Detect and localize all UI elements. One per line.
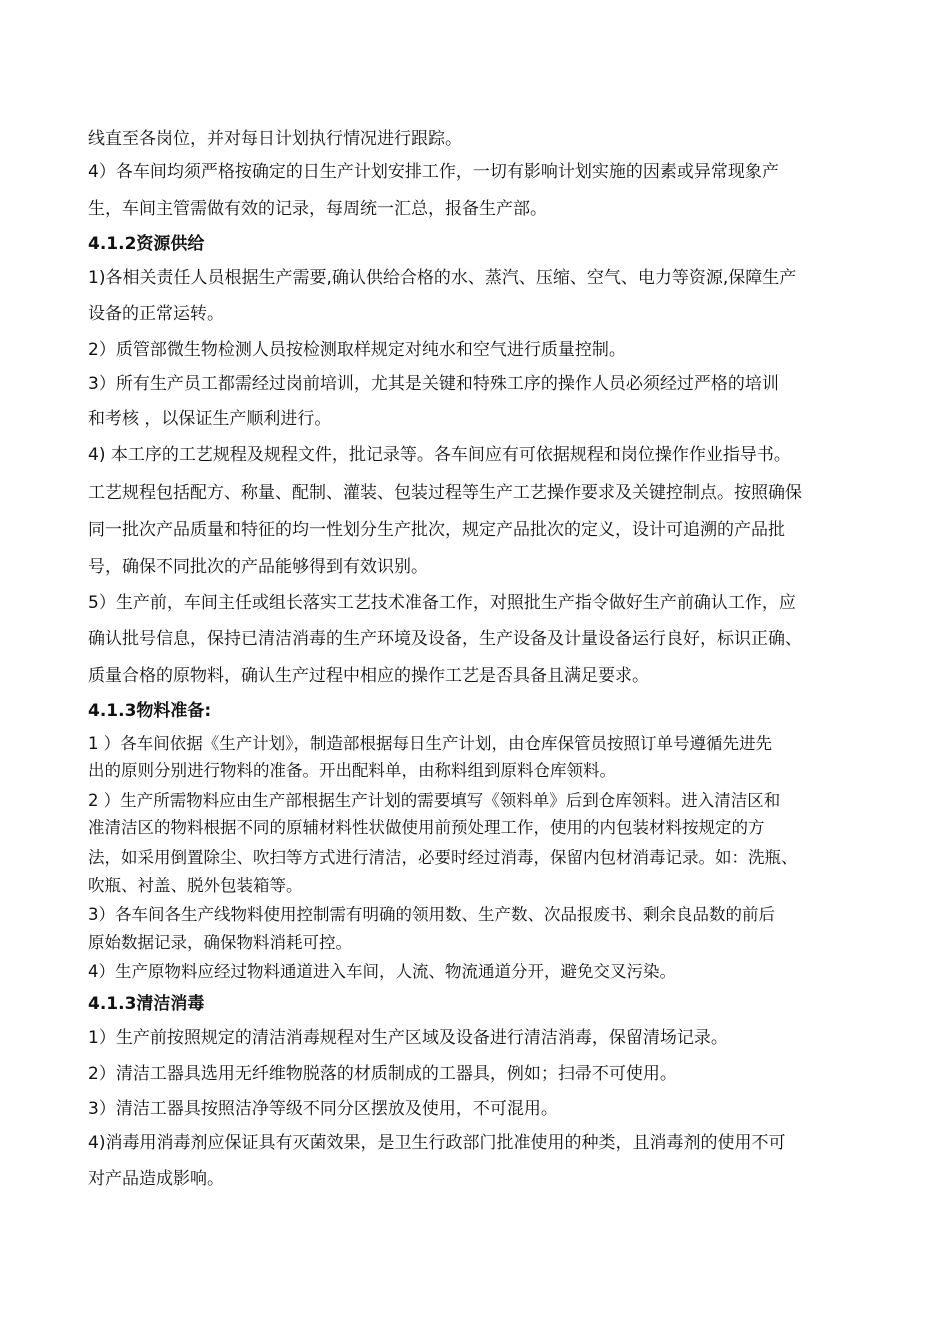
- paragraph-line: 线直至各岗位，并对每日计划执行情况进行跟踪。: [88, 129, 462, 149]
- paragraph-line: 同一批次产品质量和特征的均一性划分生产批次，规定产品批次的定义，设计可追溯的产品批: [88, 520, 785, 540]
- paragraph-line: 工艺规程包括配方、称量、配制、灌装、包装过程等生产工艺操作要求及关键控制点。按照确保: [88, 483, 802, 503]
- paragraph-line: 4）生产原物料应经过物料通道进入车间，人流、物流通道分开，避免交叉污染。: [88, 962, 676, 981]
- paragraph-line: 2）质管部微生物检测人员按检测取样规定对纯水和空气进行质量控制。: [88, 340, 626, 360]
- paragraph-line: 1 ）各车间依据《生产计划》，制造部根据每日生产计划，由仓库保管员按照订单号遵循先进先: [88, 734, 772, 753]
- paragraph-line: 吹瓶、衬盖、脱外包装箱等。: [88, 876, 303, 895]
- paragraph-line: 2）清洁工器具选用无纤维物脱落的材质制成的工器具，例如；扫帚不可使用。: [88, 1064, 677, 1084]
- paragraph-line: 3）各车间各生产线物料使用控制需有明确的领用数、生产数、次品报废书、剩余良品数的前后: [88, 905, 775, 924]
- paragraph-line: 准清洁区的物料根据不同的原辅材料性状做使用前预处理工作，使用的内包装材料按规定的方: [88, 818, 765, 837]
- paragraph-line: 4) 本工序的工艺规程及规程文件，批记录等。各车间应有可依据规程和岗位操作作业指导书。: [88, 445, 791, 465]
- paragraph-line: 质量合格的原物料，确认生产过程中相应的操作工艺是否具备且满足要求。: [88, 666, 649, 686]
- section-heading: 4.1.3清洁消毒: [88, 994, 205, 1014]
- paragraph-line: 1)各相关责任人员根据生产需要,确认供给合格的水、蒸汽、压缩、空气、电力等资源,保障生产: [88, 268, 797, 288]
- paragraph-line: 确认批号信息，保持已清洁消毒的生产环境及设备，生产设备及计量设备运行良好，标识正确、: [88, 629, 802, 649]
- paragraph-line: 出的原则分别进行物料的准备。开出配料单，由称料组到原料仓库领料。: [88, 761, 616, 780]
- paragraph-line: 生，车间主管需做有效的记录，每周统一汇总，报备生产部。: [88, 199, 547, 219]
- paragraph-line: 原始数据记录，确保物料消耗可控。: [88, 933, 352, 952]
- section-heading: 4.1.2资源供给: [88, 234, 205, 254]
- paragraph-line: 4）各车间均须严格按确定的日生产计划安排工作，一切有影响计划实施的因素或异常现象产: [88, 162, 779, 182]
- paragraph-line: 2 ）生产所需物料应由生产部根据生产计划的需要填写《领料单》后到仓库领料。进入清洁区和: [88, 791, 781, 810]
- paragraph-line: 和考核 ，以保证生产顺利进行。: [88, 409, 332, 429]
- paragraph-line: 3）清洁工器具按照洁净等级不同分区摆放及使用，不可混用。: [88, 1099, 558, 1119]
- paragraph-line: 法，如采用倒置除尘、吹扫等方式进行清洁，必要时经过消毒，保留内包材消毒记录。如：洗瓶、: [88, 848, 798, 867]
- paragraph-line: 对产品造成影响。: [88, 1169, 224, 1189]
- paragraph-line: 设备的正常运转。: [88, 304, 224, 324]
- paragraph-line: 5）生产前，车间主任或组长落实工艺技术准备工作，对照批生产指令做好生产前确认工作，应: [88, 593, 796, 613]
- paragraph-line: 4)消毒用消毒剂应保证具有灭菌效果，是卫生行政部门批准使用的种类，且消毒剂的使用不可: [88, 1133, 786, 1153]
- paragraph-line: 1）生产前按照规定的清洁消毒规程对生产区域及设备进行清洁消毒，保留清场记录。: [88, 1028, 728, 1048]
- paragraph-line: 号，确保不同批次的产品能够得到有效识别。: [88, 557, 428, 577]
- paragraph-line: 3）所有生产员工都需经过岗前培训，尤其是关键和特殊工序的操作人员必须经过严格的培训: [88, 374, 779, 394]
- section-heading: 4.1.3物料准备:: [88, 701, 212, 721]
